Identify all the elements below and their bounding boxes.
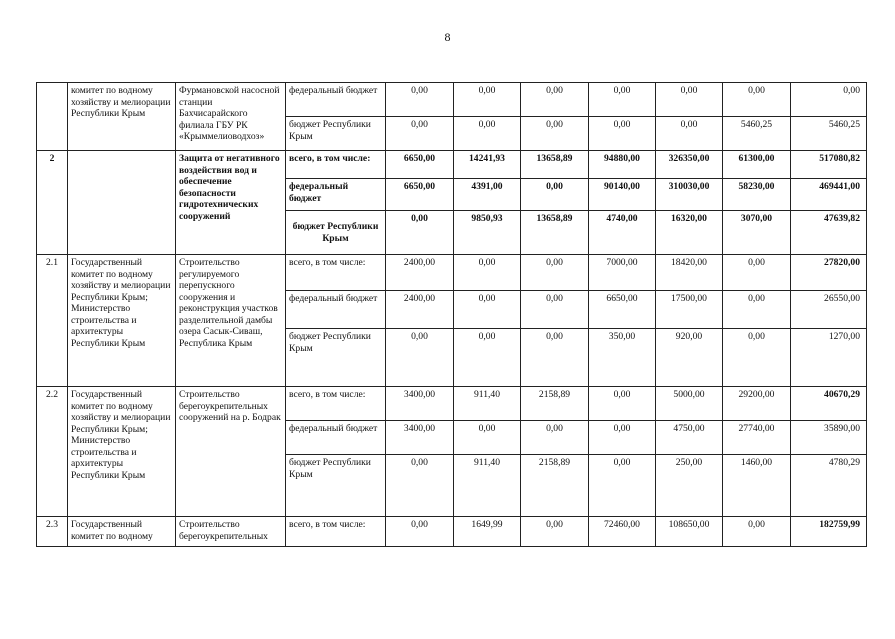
value-cell: 90140,00 (589, 179, 656, 211)
funding-source: федеральный бюджет (286, 421, 386, 455)
value-cell: 0,00 (589, 455, 656, 517)
funding-source: федеральный бюджет (286, 179, 386, 211)
value-cell: 4740,00 (589, 211, 656, 255)
value-cell: 0,00 (454, 255, 521, 291)
total-cell: 5460,25 (791, 117, 867, 151)
value-cell: 911,40 (454, 455, 521, 517)
value-cell: 108650,00 (656, 517, 723, 547)
value-cell: 250,00 (656, 455, 723, 517)
value-cell: 2158,89 (521, 455, 589, 517)
value-cell: 0,00 (723, 291, 791, 329)
responsible-org: Государственный комитет по водному (68, 517, 176, 547)
value-cell: 0,00 (723, 329, 791, 387)
total-cell: 517080,82 (791, 151, 867, 179)
value-cell: 17500,00 (656, 291, 723, 329)
value-cell: 3400,00 (386, 387, 454, 421)
value-cell: 27740,00 (723, 421, 791, 455)
row-id: 2.2 (37, 387, 68, 517)
funding-source: всего, в том числе: (286, 151, 386, 179)
value-cell: 0,00 (521, 179, 589, 211)
value-cell: 0,00 (521, 83, 589, 117)
value-cell: 16320,00 (656, 211, 723, 255)
value-cell: 0,00 (521, 517, 589, 547)
table-row (37, 151, 867, 179)
value-cell: 0,00 (454, 117, 521, 151)
value-cell: 6650,00 (386, 151, 454, 179)
value-cell: 2400,00 (386, 255, 454, 291)
event-name: Строительство берегоукрепительных сооружений на р. Бодрак (176, 387, 286, 517)
funding-source: всего, в том числе: (286, 255, 386, 291)
value-cell: 0,00 (521, 421, 589, 455)
value-cell: 0,00 (454, 83, 521, 117)
value-cell: 61300,00 (723, 151, 791, 179)
total-cell: 35890,00 (791, 421, 867, 455)
value-cell: 0,00 (589, 387, 656, 421)
value-cell: 0,00 (386, 455, 454, 517)
funding-source: федеральный бюджет (286, 291, 386, 329)
total-cell: 47639,82 (791, 211, 867, 255)
value-cell: 18420,00 (656, 255, 723, 291)
value-cell: 2158,89 (521, 387, 589, 421)
value-cell: 6650,00 (589, 291, 656, 329)
value-cell: 5460,25 (723, 117, 791, 151)
value-cell: 58230,00 (723, 179, 791, 211)
value-cell: 0,00 (521, 329, 589, 387)
value-cell: 13658,89 (521, 151, 589, 179)
value-cell: 4750,00 (656, 421, 723, 455)
funding-source: всего, в том числе: (286, 387, 386, 421)
funding-source: федеральный бюджет (286, 83, 386, 117)
event-name: Защита от негативного воздействия вод и обеспечение безопасности гидротехнических сооружений (176, 151, 286, 255)
page-number: 8 (444, 30, 451, 44)
funding-source: всего, в том числе: (286, 517, 386, 547)
value-cell: 1649,99 (454, 517, 521, 547)
value-cell: 2400,00 (386, 291, 454, 329)
event-name: Строительство берегоукрепительных (176, 517, 286, 547)
total-cell: 4780,29 (791, 455, 867, 517)
funding-source: бюджет Республики Крым (286, 455, 386, 517)
table-row (37, 387, 867, 421)
value-cell: 0,00 (386, 211, 454, 255)
funding-source: бюджет Республики Крым (286, 117, 386, 151)
event-name: Строительство регулируемого перепускного сооружения и реконструкция участков разделительной дамбы озера Сасык-Сиваш, Республика Крым (176, 255, 286, 387)
value-cell: 0,00 (521, 255, 589, 291)
value-cell: 920,00 (656, 329, 723, 387)
value-cell: 350,00 (589, 329, 656, 387)
funding-source: бюджет Республики Крым (286, 211, 386, 255)
value-cell: 0,00 (521, 291, 589, 329)
value-cell: 0,00 (723, 83, 791, 117)
value-cell: 7000,00 (589, 255, 656, 291)
row-id: 2 (37, 151, 68, 255)
value-cell: 9850,93 (454, 211, 521, 255)
value-cell: 5000,00 (656, 387, 723, 421)
value-cell: 0,00 (723, 517, 791, 547)
value-cell: 0,00 (386, 329, 454, 387)
value-cell: 94880,00 (589, 151, 656, 179)
value-cell: 0,00 (454, 291, 521, 329)
value-cell: 14241,93 (454, 151, 521, 179)
responsible-org: Государственный комитет по водному хозяйству и мелиорации Республики Крым; Министерство строительства и архитектуры Республики Крым (68, 255, 176, 387)
value-cell: 3400,00 (386, 421, 454, 455)
value-cell: 0,00 (656, 117, 723, 151)
responsible-org (68, 151, 176, 255)
table-row (37, 83, 867, 117)
value-cell: 911,40 (454, 387, 521, 421)
value-cell: 0,00 (386, 517, 454, 547)
value-cell: 0,00 (589, 117, 656, 151)
total-cell: 182759,99 (791, 517, 867, 547)
value-cell: 0,00 (656, 83, 723, 117)
total-cell: 40670,29 (791, 387, 867, 421)
table-row (37, 517, 867, 547)
value-cell: 0,00 (386, 117, 454, 151)
value-cell: 310030,00 (656, 179, 723, 211)
total-cell: 469441,00 (791, 179, 867, 211)
value-cell: 13658,89 (521, 211, 589, 255)
value-cell: 0,00 (386, 83, 454, 117)
event-name: Фурмановской насосной станции Бахчисарайского филиала ГБУ РК «Крыммелиоводхоз» (176, 83, 286, 151)
total-cell: 0,00 (791, 83, 867, 117)
value-cell: 1460,00 (723, 455, 791, 517)
value-cell: 4391,00 (454, 179, 521, 211)
table-row (37, 255, 867, 291)
value-cell: 29200,00 (723, 387, 791, 421)
value-cell: 326350,00 (656, 151, 723, 179)
row-id (37, 83, 68, 151)
total-cell: 26550,00 (791, 291, 867, 329)
value-cell: 0,00 (723, 255, 791, 291)
total-cell: 1270,00 (791, 329, 867, 387)
value-cell: 0,00 (454, 329, 521, 387)
value-cell: 0,00 (521, 117, 589, 151)
value-cell: 72460,00 (589, 517, 656, 547)
responsible-org: Государственный комитет по водному хозяйству и мелиорации Республики Крым; Министерство строительства и архитектуры Республики Крым (68, 387, 176, 517)
row-id: 2.3 (37, 517, 68, 547)
value-cell: 0,00 (454, 421, 521, 455)
row-id: 2.1 (37, 255, 68, 387)
funding-source: бюджет Республики Крым (286, 329, 386, 387)
value-cell: 0,00 (589, 83, 656, 117)
value-cell: 6650,00 (386, 179, 454, 211)
total-cell: 27820,00 (791, 255, 867, 291)
value-cell: 0,00 (589, 421, 656, 455)
value-cell: 3070,00 (723, 211, 791, 255)
budget-table (36, 82, 867, 547)
responsible-org: комитет по водному хозяйству и мелиорации Республики Крым (68, 83, 176, 151)
